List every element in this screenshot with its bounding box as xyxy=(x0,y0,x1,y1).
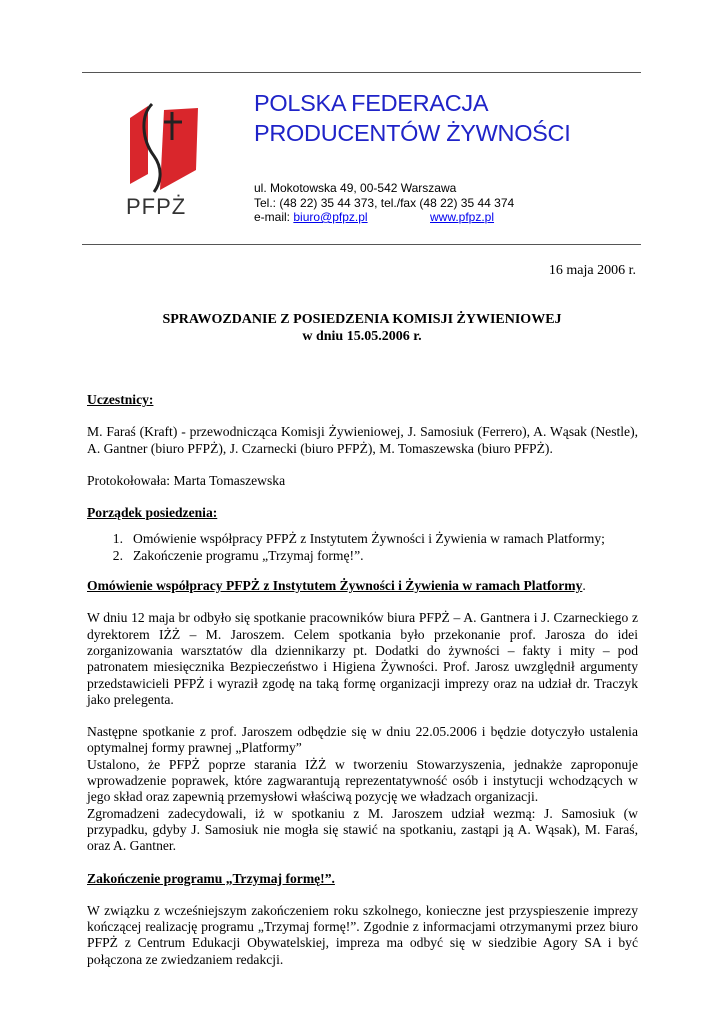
section1-paragraph-group xyxy=(87,724,638,854)
agenda-item-number: 1. xyxy=(112,531,123,547)
document-body xyxy=(87,392,638,984)
logo-graphic xyxy=(120,100,210,220)
logo-text: PFPŻ xyxy=(126,194,187,219)
title-line2: w dniu 15.05.2006 r. xyxy=(302,329,422,344)
agenda-item-number: 2. xyxy=(112,547,123,563)
title-line1: SPRAWOZDANIE Z POSIEDZENIA KOMISJI ŻYWIENIOWEJ xyxy=(162,312,562,327)
agenda-list xyxy=(87,531,638,564)
agenda-item xyxy=(87,531,638,547)
website-link[interactable]: www.pfpz.pl xyxy=(430,210,495,224)
participants-heading: Uczestnicy: xyxy=(87,392,154,407)
header-top-rule xyxy=(82,72,641,73)
section1-heading-suffix: . xyxy=(582,578,586,594)
section1-paragraph-3: Ustalono, że PFPŻ poprze starania IŻŻ w tworzeniu Stowarzyszenia, jednakże zaproponuje wprowadzenie poprawek, które zagwarantują reprezentatywność osób i instytucji wchodzących w jego skład oraz zapewnią przemysłowi właściwą pozycję we władzach organizacji. xyxy=(87,756,638,805)
email-link[interactable]: biuro@pfpz.pl xyxy=(293,210,368,224)
agenda-item-text: Zakończenie programu „Trzymaj formę!”. xyxy=(133,547,364,563)
section1-heading xyxy=(87,578,638,594)
pfpz-logo xyxy=(120,100,210,220)
minutes-author: Protokołowała: Marta Tomaszewska xyxy=(87,472,286,488)
contact-info xyxy=(254,181,514,225)
participants-list: M. Faraś (Kraft) - przewodnicząca Komisji Żywieniowej, J. Samosiuk (Ferrero), A. Wąsak (Nestle), A. Gantner (biuro PFPŻ), J. Czarnecki (biuro PFPŻ), M. Tomaszewska (biuro PFPŻ). xyxy=(87,424,638,456)
header-bottom-rule xyxy=(82,244,641,245)
agenda-item xyxy=(87,548,638,564)
logo-red-right xyxy=(160,108,198,190)
section1-paragraph-4: Zgromadzeni zadecydowali, iż w spotkaniu z M. Jaroszem udział wezmą: J. Samosiuk (w przypadku, gdyby J. Samosiuk nie mogła się stawić na spotkaniu, zastąpi ją A. Wąsak), M. Faraś, oraz A. Gantner. xyxy=(87,805,638,854)
org-name-line2: PRODUCENTÓW ŻYWNOŚCI xyxy=(254,120,571,146)
section2-paragraph-1: W związku z wcześniejszym zakończeniem roku szkolnego, konieczne jest przyspieszenie imprezy kończącej realizację programu „Trzymaj formę!”. Zgodnie z informacjami otrzymanymi przez biuro PFPŻ z Centrum Edukacji Obywatelskiej, impreza ma odbyć się w siedzibie Agory SA i być połączona ze zwiedzaniem redakcji. xyxy=(87,902,638,967)
document-title xyxy=(0,311,724,345)
agenda-item-text: Omówienie współpracy PFPŻ z Instytutem Żywności i Żywienia w ramach Platformy; xyxy=(133,531,605,547)
section1-paragraph-2: Następne spotkanie z prof. Jaroszem odbędzie się w dniu 22.05.2006 i będzie dotyczyło ustalenia optymalnej formy prawnej „Platformy” xyxy=(87,724,638,756)
agenda-heading: Porządek posiedzenia: xyxy=(87,505,218,521)
email-label: e-mail: xyxy=(254,210,291,224)
org-name-line1: POLSKA FEDERACJA xyxy=(254,90,489,116)
postal-address: ul. Mokotowska 49, 00-542 Warszawa xyxy=(254,181,457,195)
organization-name xyxy=(254,88,570,148)
email-row xyxy=(254,210,514,225)
section2-heading: Zakończenie programu „Trzymaj formę!”. xyxy=(87,870,335,886)
phone-numbers: Tel.: (48 22) 35 44 373, tel./fax (48 22) 35 44 374 xyxy=(254,195,515,210)
document-date: 16 maja 2006 r. xyxy=(548,263,636,278)
section1-heading-text: Omówienie współpracy PFPŻ z Instytutem Żywności i Żywienia w ramach Platformy xyxy=(87,578,583,594)
section1-paragraph-1: W dniu 12 maja br odbyło się spotkanie pracowników biura PFPŻ – A. Gantnera i J. Czarneckiego z dyrektorem IŻŻ – M. Jaroszem. Celem spotkania było przekonanie prof. Jarosza do idei zorganizowania warsztatów dla dziennikarzy pt. Dodatki do żywności – fakty i mity – pod patronatem miesięcznika Bezpieczeństwo i Higiena Żywności. Prof. Jarosz uwzględnił argumenty przedstawicieli PFPŻ i wyraził zgodę na taką formę organizacji imprezy oraz na udział dr. Traczyk jako prelegenta. xyxy=(87,610,638,707)
